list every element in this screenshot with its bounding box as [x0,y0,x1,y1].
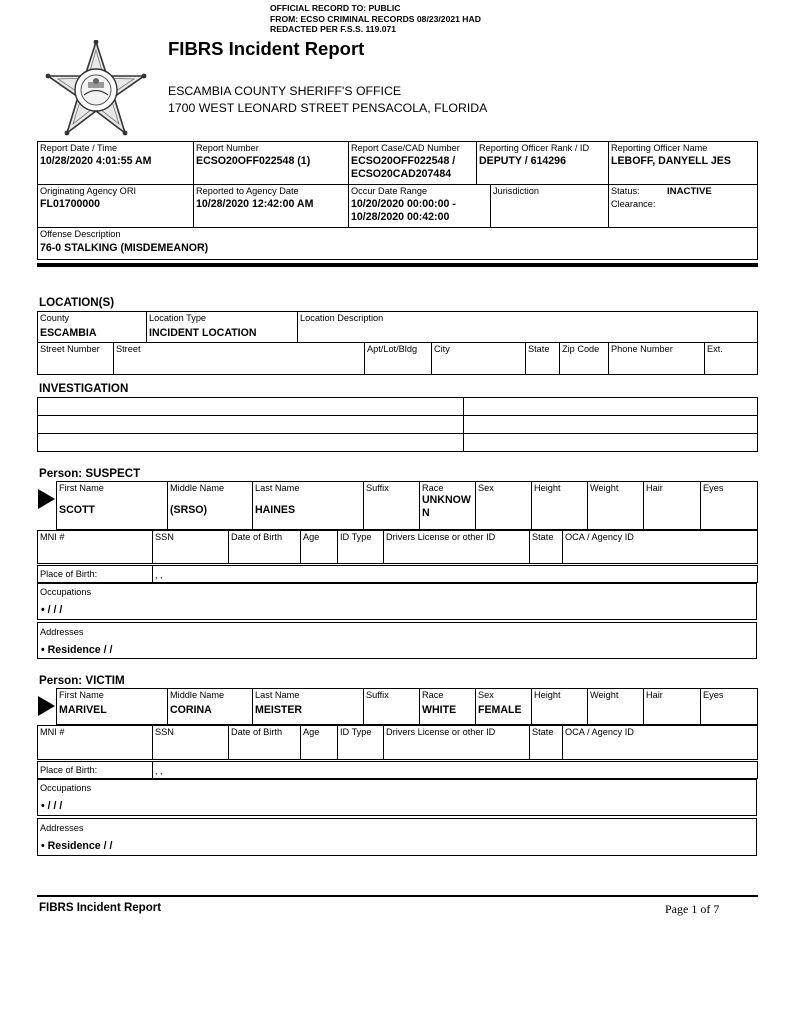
last-name-cell [253,689,364,725]
height-cell [532,689,588,725]
clearance-label: Clearance: [611,199,656,209]
field-label: First Name [59,483,104,493]
field-label: Weight [590,690,619,700]
suspect-name-table [56,481,758,530]
status-label: Status: [611,186,640,196]
city-cell [432,343,526,375]
field-label: Ext. [707,344,723,354]
investigation-cell [464,398,758,416]
field-label: State [532,532,554,542]
suspect-occupations-box [37,583,757,620]
oca-agency-id-cell [563,531,758,564]
first-name-cell [57,482,168,530]
location-type-value: INCIDENT LOCATION [149,327,257,339]
suspect-addresses-box [37,622,757,659]
drivers-license-cell [384,531,530,564]
hair-cell [644,482,701,530]
field-label: Sex [478,483,494,493]
field-label: OCA / Agency ID [565,727,634,737]
first-name-value: MARIVEL [59,704,107,716]
field-label: Suffix [366,483,389,493]
field-label: Eyes [703,483,724,493]
street-cell [114,343,365,375]
suspect-heading: Person: SUSPECT [39,467,141,480]
location-table-1 [37,311,758,343]
state-cell [526,343,560,375]
field-label: Location Description [300,313,384,323]
field-label: Originating Agency ORI [40,186,137,196]
offense-description-value: 76-0 STALKING (MISDEMEANOR) [40,242,209,254]
mni-cell [38,531,153,564]
race-cell [420,482,476,530]
expand-arrow-icon[interactable] [38,696,55,716]
victim-id-row [38,726,758,760]
weight-cell [588,482,644,530]
place-of-birth-cell [153,566,758,583]
field-label: ID Type [340,727,372,737]
victim-addresses-box [37,818,757,856]
location-heading: LOCATION(S) [39,296,115,309]
race-value: UNKNOWN [422,494,471,519]
field-label: Report Case/CAD Number [351,143,460,153]
id-state-cell [530,531,563,564]
weight-cell [588,689,644,725]
victim-heading: Person: VICTIM [39,674,125,687]
field-label: Reported to Agency Date [196,186,299,196]
reported-date-cell [194,185,349,228]
field-label: Reporting Officer Name [611,143,708,153]
place-of-birth-label: Place of Birth: [38,762,153,779]
field-label: Street Number [40,344,100,354]
field-label: Last Name [255,483,300,493]
addresses-value: • Residence / / [41,644,113,656]
agency-name: ESCAMBIA COUNTY SHERIFF'S OFFICE [168,84,402,98]
county-value: ESCAMBIA [40,327,97,339]
reported-date-value: 10/28/2020 12:42:00 AM [196,198,314,210]
first-name-value: SCOTT [59,504,95,516]
report-number-value: ECSO20OFF022548 (1) [196,155,311,167]
agency-block [168,83,487,117]
field-label: Drivers License or other ID [386,532,496,542]
section-divider [37,263,758,267]
street-number-cell [38,343,114,375]
field-label: Age [303,532,320,542]
officer-rank-id-value: DEPUTY / 614296 [479,155,566,167]
addresses-label: Addresses [40,627,84,637]
report-row-1 [38,142,758,185]
race-value: WHITE [422,704,457,716]
clearance-line [611,197,755,211]
field-label: Middle Name [170,690,225,700]
field-label: Drivers License or other ID [386,727,496,737]
investigation-cell [38,416,464,434]
page-indicator: Page 1 of 7 [665,902,720,916]
ext-cell [705,343,758,375]
report-date-value: 10/28/2020 4:01:55 AM [40,155,152,167]
location-description-cell [298,312,758,343]
victim-name-row [57,689,758,725]
report-date-cell [38,142,194,185]
case-cad-number-value: ECSO20OFF022548 / ECSO20CAD207484 [351,155,456,180]
location-row-1 [38,312,758,343]
originating-ori-value: FL01700000 [40,198,101,210]
status-value: INACTIVE [667,186,712,197]
officer-rank-id-cell [477,142,609,185]
place-of-birth-label: Place of Birth: [38,566,153,583]
report-number-cell [194,142,349,185]
phone-number-cell [609,343,705,375]
investigation-table [37,397,758,452]
field-label: Race [422,483,444,493]
hair-cell [644,689,701,725]
location-table-2 [37,342,758,375]
field-label: Occur Date Range [351,186,428,196]
occupations-value: • / / / [41,604,63,616]
field-label: First Name [59,690,104,700]
case-cad-number-cell [349,142,477,185]
suffix-cell [364,689,420,725]
field-label: Race [422,690,444,700]
sex-cell [476,482,532,530]
victim-occupations-box [37,779,757,816]
victim-pob-row [38,762,758,779]
originating-ori-cell [38,185,194,228]
first-name-cell [57,689,168,725]
field-label: SSN [155,727,174,737]
id-state-cell [530,726,563,760]
apt-lot-bldg-cell [365,343,432,375]
field-label: State [528,344,550,354]
notice-line: OFFICIAL RECORD TO: PUBLIC [270,3,401,13]
field-label: City [434,344,450,354]
sex-value: FEMALE [478,704,522,716]
status-line [611,186,755,197]
field-label: Suffix [366,690,389,700]
field-label: OCA / Agency ID [565,532,634,542]
field-label: MNI # [40,727,65,737]
investigation-row [38,416,758,434]
place-of-birth-value: , , [155,766,163,776]
field-label: SSN [155,532,174,542]
oca-agency-id-cell [563,726,758,760]
field-label: Last Name [255,690,300,700]
jurisdiction-cell [491,185,609,228]
field-label: Phone Number [611,344,673,354]
victim-pob-table [37,761,758,779]
eyes-cell [701,689,758,725]
field-label: Date of Birth [231,532,283,542]
addresses-label: Addresses [40,823,84,833]
middle-name-value: (SRSO) [170,504,208,516]
field-label: Report Date / Time [40,143,118,153]
last-name-value: HAINES [255,504,296,516]
field-label: Eyes [703,690,724,700]
height-cell [532,482,588,530]
last-name-cell [253,482,364,530]
eyes-cell [701,482,758,530]
investigation-heading: INVESTIGATION [39,382,129,395]
officer-name-value: LEBOFF, DANYELL JES [611,155,731,167]
age-cell [301,726,338,760]
investigation-cell [464,416,758,434]
ssn-cell [153,531,229,564]
suspect-name-row [57,482,758,530]
investigation-row [38,398,758,416]
occur-date-range-value: 10/20/2020 00:00:00 - 10/28/2020 00:42:00 [351,198,456,223]
report-summary-table [37,141,758,260]
victim-id-table [37,725,758,760]
field-label: ID Type [340,532,372,542]
field-label: Report Number [196,143,259,153]
field-label: Location Type [149,313,207,323]
field-label: Apt/Lot/Bldg [367,344,418,354]
occupations-value: • / / / [41,800,63,812]
public-record-notice [270,3,481,35]
id-type-cell [338,726,384,760]
mni-cell [38,726,153,760]
location-row-2 [38,343,758,375]
field-label: Offense Description [40,229,121,239]
field-label: Sex [478,690,494,700]
field-label: Middle Name [170,483,225,493]
report-row-2 [38,185,758,228]
notice-line: REDACTED PER F.S.S. 119.071 [270,24,397,34]
officer-name-cell [609,142,758,185]
investigation-cell [38,434,464,452]
suspect-id-row [38,531,758,564]
field-label: Jurisdiction [493,186,539,196]
investigation-row [38,434,758,452]
field-label: State [532,727,554,737]
dob-cell [229,726,301,760]
investigation-cell [38,398,464,416]
zip-code-cell [560,343,609,375]
occupations-label: Occupations [40,783,92,793]
status-clearance-cell [609,185,758,228]
page-title: FIBRS Incident Report [168,38,365,59]
field-label: County [40,313,70,323]
location-type-cell [147,312,298,343]
age-cell [301,531,338,564]
field-label: Hair [646,690,663,700]
investigation-cell [464,434,758,452]
last-name-value: MEISTER [255,704,303,716]
suspect-id-table [37,530,758,564]
middle-name-cell [168,482,253,530]
victim-name-table [56,688,758,725]
addresses-value: • Residence / / [41,840,113,852]
suspect-pob-table [37,565,758,583]
dob-cell [229,531,301,564]
county-cell [38,312,147,343]
field-label: Zip Code [562,344,600,354]
notice-line: FROM: ECSO CRIMINAL RECORDS 08/23/2021 HAD [270,13,481,24]
field-label: Age [303,727,320,737]
report-row-3 [38,228,758,260]
place-of-birth-cell [153,762,758,779]
sheriff-star-badge-icon [44,40,148,140]
offense-description-cell [38,228,758,260]
footer-rule [37,895,758,897]
agency-address: 1700 WEST LEONARD STREET PENSACOLA, FLORIDA [168,101,488,115]
drivers-license-cell [384,726,530,760]
expand-arrow-icon[interactable] [38,489,55,509]
sex-cell [476,689,532,725]
occur-date-range-cell [349,185,491,228]
middle-name-cell [168,689,253,725]
ssn-cell [153,726,229,760]
field-label: Height [534,483,561,493]
field-label: Date of Birth [231,727,283,737]
occupations-label: Occupations [40,587,92,597]
field-label: Weight [590,483,619,493]
race-cell [420,689,476,725]
field-label: Street [116,344,141,354]
field-label: Height [534,690,561,700]
middle-name-value: CORINA [170,704,212,716]
field-label: Hair [646,483,663,493]
field-label: MNI # [40,532,65,542]
id-type-cell [338,531,384,564]
place-of-birth-value: , , [155,570,163,580]
footer-title: FIBRS Incident Report [39,902,162,914]
suffix-cell [364,482,420,530]
suspect-pob-row [38,566,758,583]
field-label: Reporting Officer Rank / ID [479,143,590,153]
